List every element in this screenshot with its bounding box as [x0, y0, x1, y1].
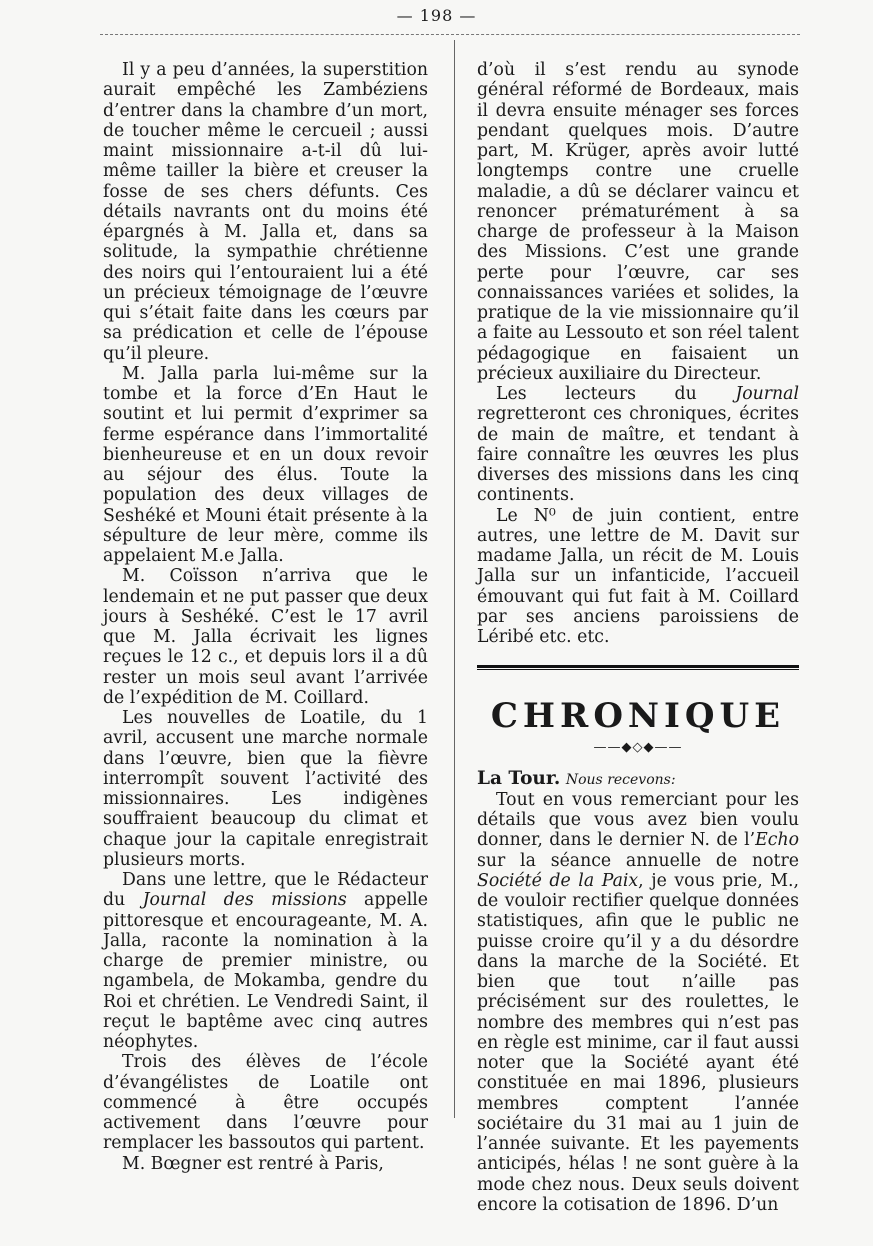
paragraph: d’où il s’est rendu au synode général réformé de Bordeaux, mais il devra ensuite ménager ses forces pendant quelques mois. D’autre part, M. Krüger, après avoir lutté longtemps contre une cruelle maladie, a dû se déclarer vaincu et renoncer prématurément à sa charge de professeur à la Maison des Missions. C’est une grande perte pour l’œuvre, car ses connaissances variées et solides, la pratique de la vie missionnaire qu’il a faite au Lessouto et son réel talent pédagogique en faisaient un précieux auxiliaire du Directeur.: [477, 60, 799, 384]
paragraph: Trois des élèves de l’école d’évangélistes de Loatile ont commencé à être occupés activement dans l’œuvre pour remplacer les bassoutos qui partent.: [103, 1052, 428, 1154]
text-run: Les lecteurs du: [496, 384, 736, 404]
page-number: — 198 —: [396, 6, 477, 25]
journal-title: Journal des missions: [142, 890, 347, 911]
paragraph: [103, 870, 428, 1052]
societe-title: Société de la Paix: [477, 870, 639, 891]
section-subheading: Nous recevons:: [565, 771, 676, 788]
paragraph: Les nouvelles de Loatile, du 1 avril, accusent une marche normale dans l’œuvre, bien que la fièvre interrompît souvent l’activité des missionnaires. Les indigènes souffraient beaucoup du climat et chaque jour la capitale enregistrait plusieurs morts.: [103, 708, 428, 870]
paragraph: M. Bœgner est rentré à Paris,: [122, 1153, 384, 1174]
column-divider: [454, 40, 455, 1118]
left-column: [103, 60, 428, 1174]
paragraph: M. Coïsson n’arriva que le lendemain et ne put passer que deux jours à Seshéké. C’est le 17 avril que M. Jalla écrivait les lignes reçues le 12 c., et depuis lors il a dû rester un mois seul avant l’arrivée de l’expédition de M. Coillard.: [103, 566, 428, 708]
paragraph: [477, 384, 799, 506]
text-run: Dans une lettre, que le Rédacteur du: [103, 870, 428, 911]
paragraph: Il y a peu d’années, la superstition aurait empêché les Zambéziens d’entrer dans la chambre d’un mort, de toucher même le cercueil ; aussi maint missionnaire a-t-il dû lui-même tailler la bière et creuser la fosse de ses chers défunts. Ces détails navrants ont du moins été épargnés à M. Jalla et, dans sa solitude, la sympathie chrétienne des noirs qui l’entouraient lui a été un précieux témoignage de l’œuvre qui s’était faite dans les cœurs par sa prédication et celle de l’épouse qu’il pleure.: [103, 60, 428, 364]
right-column: [477, 60, 799, 1215]
journal-title: Journal: [735, 384, 799, 404]
section-heading: La Tour.: [477, 767, 561, 789]
section-heading-line: [477, 769, 799, 790]
chronique-heading: CHRONIQUE: [490, 696, 786, 737]
echo-title: Echo: [755, 830, 799, 851]
ornament-divider: ——◆◇◆——: [593, 740, 683, 756]
text-run: , je vous prie, M., de vouloir rectifier quelque données statistiques, afin que le public ne puisse croire qu’il y a du désordre dans la marche de la Société. Et bien que tout n’aille pas précisément sur des roulettes, le nombre des membres qui n’est pas en règle est minime, car il faut aussi noter que la Société ayant été constituée en mai 1896, plusieurs membres comptent l’année sociétaire du 31 mai au 1 juin de l’année suivante. Et les payements anticipés, hélas ! ne sont guère à la mode chez nous. Deux seuls doivent encore la cotisation de 1896. D’un: [477, 870, 799, 1215]
text-run: Tout en vous remerciant pour les détails que vous avez bien voulu donner, dans le dernier N. de l’: [477, 789, 799, 851]
paragraph: Le N⁰ de juin contient, entre autres, une lettre de M. Davit sur madame Jalla, un récit de M. Louis Jalla sur un infanticide, l’accueil émouvant qui fut fait à M. Coillard par ses anciens paroissiens de Léribé etc. etc.: [477, 505, 799, 647]
text-run: sur la séance annuelle de notre: [477, 850, 799, 871]
text-run: regretteront ces chroniques, écrites de main de maître, et tendant à faire connaître les œuvres les plus diverses des missions dans les cinq continents.: [477, 404, 799, 506]
header-rule: [100, 34, 800, 35]
text-run: appelle pittoresque et encourageante, M. A. Jalla, raconte la nomination à la charge de premier ministre, ou ngambela, de Mokamba, gendre du Roi et chrétien. Le Vendredi Saint, il reçut le baptême avec cinq autres néophytes.: [103, 890, 428, 1052]
paragraph: [477, 790, 799, 1215]
paragraph: M. Jalla parla lui-même sur la tombe et la force d’En Haut le soutint et lui permit d’exprimer sa ferme espérance dans l’immortalité bienheureuse et en un doux revoir au séjour des élus. Toute la population des deux villages de Seshéké et Mouni était présente à la sépulture de leur mère, comme ils appelaient M.e Jalla.: [103, 363, 428, 566]
section-rule: [477, 665, 799, 670]
